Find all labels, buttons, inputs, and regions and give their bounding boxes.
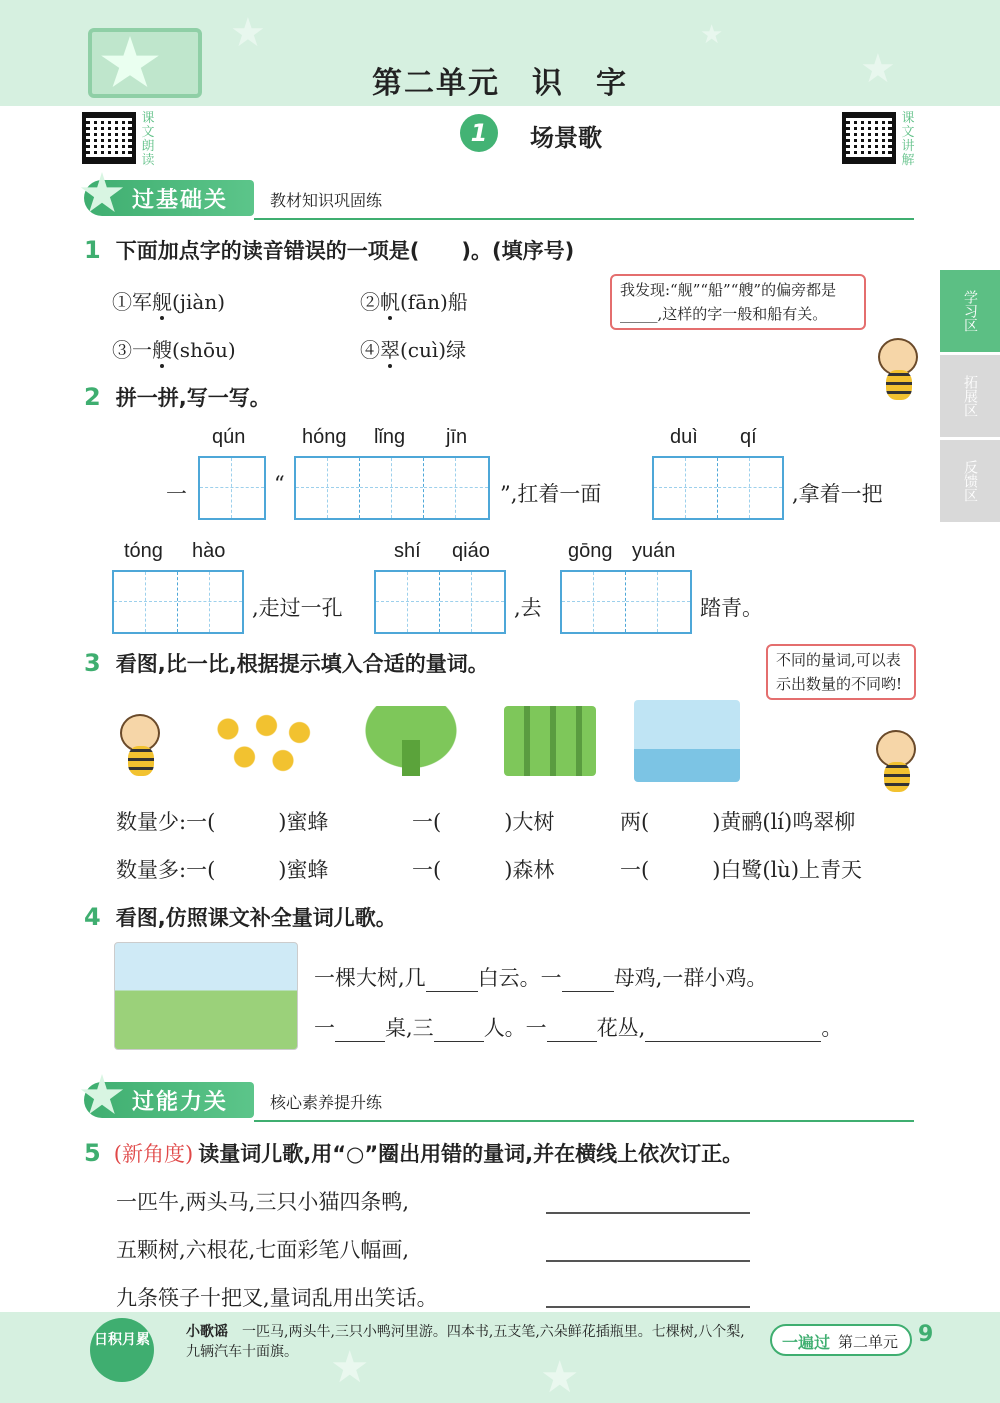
single-bee-image xyxy=(114,706,164,778)
pinyin-hao: hào xyxy=(192,540,226,562)
option-mark: ② xyxy=(360,290,380,314)
pinyin-qun: qún xyxy=(212,426,246,448)
lesson-number: 1 xyxy=(460,114,498,152)
option-post: (jiàn) xyxy=(172,290,226,314)
blank-input[interactable] xyxy=(645,1020,821,1042)
question-5 xyxy=(84,1138,743,1168)
dotted-char: 舰 xyxy=(152,290,172,314)
lesson-title: 场景歌 xyxy=(530,124,602,152)
measure-row-many-1[interactable]: 数量多:一( )蜜蜂 xyxy=(116,858,329,882)
option-1[interactable] xyxy=(112,286,225,315)
forest-image xyxy=(504,706,596,776)
option-mark: ③ xyxy=(112,338,132,362)
section-basic xyxy=(84,180,924,220)
question-text: 看图,比一比,根据提示填入合适的量词。 xyxy=(115,652,489,676)
footer-song xyxy=(186,1322,756,1362)
question-2 xyxy=(84,382,271,412)
sentence-text: ,走过一孔 xyxy=(252,596,343,620)
pinyin-gong: gōng xyxy=(568,540,613,562)
pinyin-jin: jīn xyxy=(446,426,468,448)
rhyme-line: 一匹牛,两头马,三只小猫四条鸭, xyxy=(116,1190,410,1214)
blank-input[interactable] xyxy=(547,1020,597,1042)
pinyin-hong: hóng xyxy=(302,426,347,448)
pinyin-ling: lǐng xyxy=(374,426,406,448)
measure-row-many-3[interactable]: 一( )白鹭(lù)上青天 xyxy=(620,858,863,882)
option-post: (shōu) xyxy=(172,338,236,362)
option-2[interactable] xyxy=(360,286,468,315)
rhyme-text: 。 xyxy=(821,1016,843,1040)
answer-line[interactable] xyxy=(546,1212,750,1214)
section-subtitle: 核心素养提升练 xyxy=(270,1093,383,1112)
tab-feedback[interactable]: 反馈区 xyxy=(940,440,1000,522)
question-text: 看图,仿照课文补全量词儿歌。 xyxy=(115,906,397,930)
blank-input[interactable] xyxy=(562,970,614,992)
pinyin-yuan: yuán xyxy=(632,540,676,562)
question-number: 5 xyxy=(84,1139,101,1167)
question-3 xyxy=(84,648,489,678)
answer-line[interactable] xyxy=(546,1260,750,1262)
option-4[interactable] xyxy=(360,334,466,363)
rhyme-text: 人。一 xyxy=(483,1016,547,1040)
section-title: 过基础关 xyxy=(132,188,229,213)
rhyme-line: 五颗树,六根花,七面彩笔八幅画, xyxy=(116,1238,410,1262)
song-title: 小歌谣 xyxy=(186,1324,228,1340)
qr-code-explanation[interactable] xyxy=(842,112,896,164)
sentence-text: ,拿着一把 xyxy=(792,482,883,506)
writing-grid-qun[interactable] xyxy=(198,456,266,520)
rhyme-line: 九条筷子十把叉,量词乱用出笑话。 xyxy=(116,1286,438,1310)
qr-code-reading[interactable] xyxy=(82,112,136,164)
section-ability xyxy=(84,1082,924,1122)
song-text: 一匹马,两头牛,三只小鸭河里游。四本书,五支笔,六朵鲜花插瓶里。七棵树,八个梨,九辆汽车十面旗。 xyxy=(186,1324,745,1360)
question-number: 1 xyxy=(84,236,101,264)
option-mark: ① xyxy=(112,290,132,314)
question-text: 拼一拼,写一写。 xyxy=(115,386,271,410)
rhyme-text: 花丛, xyxy=(596,1016,646,1040)
daily-accumulation-badge: 日积月累 xyxy=(90,1318,154,1382)
star-decoration-icon: ★ xyxy=(230,10,266,56)
question-4 xyxy=(84,902,397,932)
star-badge-icon xyxy=(80,172,124,216)
option-3[interactable] xyxy=(112,334,236,363)
question-number: 2 xyxy=(84,383,101,411)
dotted-char: 翠 xyxy=(380,338,400,362)
egrets-willow-image xyxy=(634,700,740,782)
section-divider xyxy=(254,218,914,220)
rhyme-line-1 xyxy=(314,962,767,992)
pinyin-dui: duì xyxy=(670,426,698,448)
dotted-char: 帆 xyxy=(380,290,400,314)
page-number: 9 xyxy=(918,1322,934,1347)
star-decoration-icon: ★ xyxy=(330,1342,370,1393)
question-1 xyxy=(84,235,574,265)
question-number: 3 xyxy=(84,649,101,677)
qr-label-left: 课文朗读 xyxy=(141,111,155,168)
tip-bubble-radicals: 我发现:“舰”“船”“艘”的偏旁都是_____,这样的字一般和船有关。 xyxy=(610,274,866,330)
pinyin-tong: tóng xyxy=(124,540,163,562)
rhyme-line-2 xyxy=(314,1012,842,1042)
blank-input[interactable] xyxy=(434,1020,484,1042)
tab-extend[interactable]: 拓展区 xyxy=(940,355,1000,437)
tab-study[interactable]: 学习区 xyxy=(940,270,1000,352)
measure-row-few-2[interactable]: 一( )大树 xyxy=(412,810,555,834)
option-pre: 军 xyxy=(132,290,152,314)
measure-row-many-2[interactable]: 一( )森林 xyxy=(412,858,555,882)
rhyme-text: 母鸡,一群小鸡。 xyxy=(613,966,768,990)
star-decoration-icon: ★ xyxy=(860,46,896,92)
sentence-text: 踏青。 xyxy=(700,596,763,620)
sentence-text: ,去 xyxy=(514,596,542,620)
option-post: (fān)船 xyxy=(400,290,468,314)
sentence-text: ”,扛着一面 xyxy=(500,482,602,506)
writing-grid-tong-hao[interactable] xyxy=(112,570,244,634)
answer-line[interactable] xyxy=(546,1306,750,1308)
quote-open: “ xyxy=(274,472,285,496)
measure-row-few-1[interactable]: 数量少:一( )蜜蜂 xyxy=(116,810,329,834)
sentence-text: 一 xyxy=(166,482,187,506)
qr-label-right: 课文讲解 xyxy=(901,111,915,168)
option-post: (cuì)绿 xyxy=(400,338,467,362)
big-tree-image xyxy=(356,706,466,776)
pinyin-qiao: qiáo xyxy=(452,540,490,562)
new-angle-tag: (新角度) xyxy=(113,1142,194,1166)
bee-mascot-icon xyxy=(870,722,920,794)
unit-title: 第二单元 识 字 xyxy=(372,66,628,101)
rhyme-text: 桌,三 xyxy=(385,1016,434,1040)
question-text: 读量词儿歌,用“○”圈出用错的量词,并在横线上依次订正。 xyxy=(198,1142,744,1166)
page-badge xyxy=(770,1324,912,1356)
rhyme-text: 一 xyxy=(314,1016,335,1040)
bee-swarm-image xyxy=(206,708,316,778)
bee-mascot-icon xyxy=(872,330,922,402)
section-badge xyxy=(84,1082,254,1118)
writing-grid-hong-ling-jin[interactable] xyxy=(294,456,490,520)
section-title: 过能力关 xyxy=(132,1090,229,1115)
section-divider xyxy=(254,1120,914,1122)
pinyin-shi: shí xyxy=(394,540,421,562)
brand-logo: 一遍过 xyxy=(782,1333,831,1352)
park-scene-image xyxy=(114,942,298,1050)
question-number: 4 xyxy=(84,903,101,931)
tip-bubble-measure-words: 不同的量词,可以表示出数量的不同哟! xyxy=(766,644,916,700)
measure-row-few-3[interactable]: 两( )黄鹂(lí)鸣翠柳 xyxy=(620,810,856,834)
pinyin-qi: qí xyxy=(740,426,757,448)
section-badge xyxy=(84,180,254,216)
option-mark: ④ xyxy=(360,338,380,362)
star-decoration-icon: ★ xyxy=(540,1352,580,1403)
dotted-char: 艘 xyxy=(152,338,172,362)
star-decoration-icon: ★ xyxy=(700,20,724,50)
writing-grid-gong-yuan[interactable] xyxy=(560,570,692,634)
rhyme-text: 白云。一 xyxy=(477,966,562,990)
rhyme-text: 一棵大树,几 xyxy=(314,966,426,990)
star-badge-icon xyxy=(80,1074,124,1118)
option-pre: 一 xyxy=(132,338,152,362)
question-text: 下面加点字的读音错误的一项是( )。(填序号) xyxy=(115,239,575,263)
section-subtitle: 教材知识巩固练 xyxy=(270,191,383,210)
blank-input[interactable] xyxy=(335,1020,385,1042)
writing-grid-shi-qiao[interactable] xyxy=(374,570,506,634)
writing-grid-dui-qi[interactable] xyxy=(652,456,784,520)
footer-unit: 第二单元 xyxy=(838,1333,899,1351)
blank-input[interactable] xyxy=(426,970,478,992)
